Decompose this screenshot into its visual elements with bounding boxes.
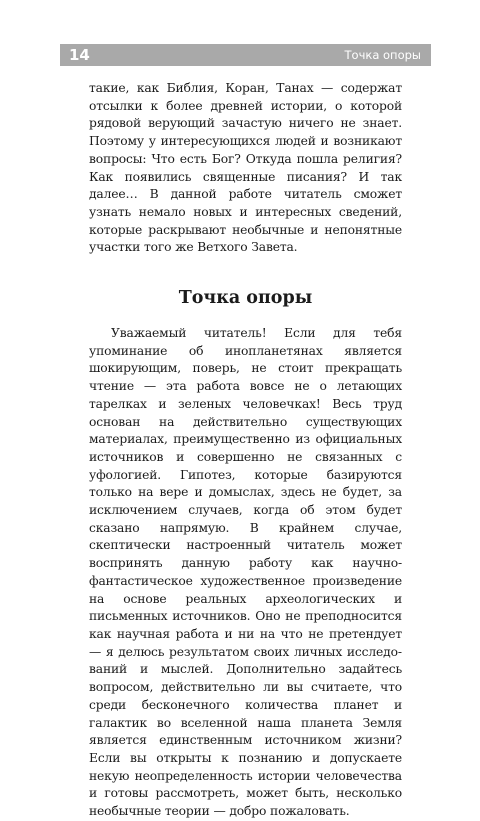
paragraph-intro: Уважаемый читатель! Если для тебя упоминание об инопланетянах является шокирующим, поверь, не стоит прекращать чтение — эта работа вовсе не о летающих тарелках и зеленых человечках! Весь труд основан на действительно существующих материалах, преимущественно из официальных источников и совершенно не связанных с уфологией. Гипотез, которые базируются только на вере и домыслах, здесь не будет, за исключением случаев, когда об этом будет сказано напрямую. В крайнем случае, скептически настроенный читатель может воспринять данную работу как научно-фантастическое художественное произведение на основе реальных археологических и письменных источников. Оно не преподносится как научная работа и ни на что не претендует — я делюсь результатом своих личных исследований и мыслей. Дополнительно задайтесь вопросом, действительно ли вы считаете, что среди бесконечного количества планет и галактик во вселенной наша планета Земля является единственным источником жизни? Если вы открыты к познанию и допускаете некую неопределенность истории человечества и готовы рассмотреть, может быть, несколько необычные теории — добро пожаловать. xyxy=(89,326,402,819)
page-number: 14 xyxy=(69,46,90,64)
running-title: Точка опоры xyxy=(344,48,421,62)
section-title: Точка опоры xyxy=(178,288,313,309)
page-body xyxy=(89,80,402,821)
page-header-bar xyxy=(60,44,431,66)
paragraph-continued: такие, как Библия, Коран, Танах — содержат отсылки к более древней истории, о которой рядовой верующий зачастую ничего не знает. Поэтому у интересующихся людей и возникают вопросы: Что есть Бог? Откуда пошла религия? Как появились священные писания? И так далее… В данной работе читатель сможет узнать немало новых и интересных сведений, которые раскрывают необычные и непонятные участки того же Ветхого Завета. xyxy=(89,81,402,255)
